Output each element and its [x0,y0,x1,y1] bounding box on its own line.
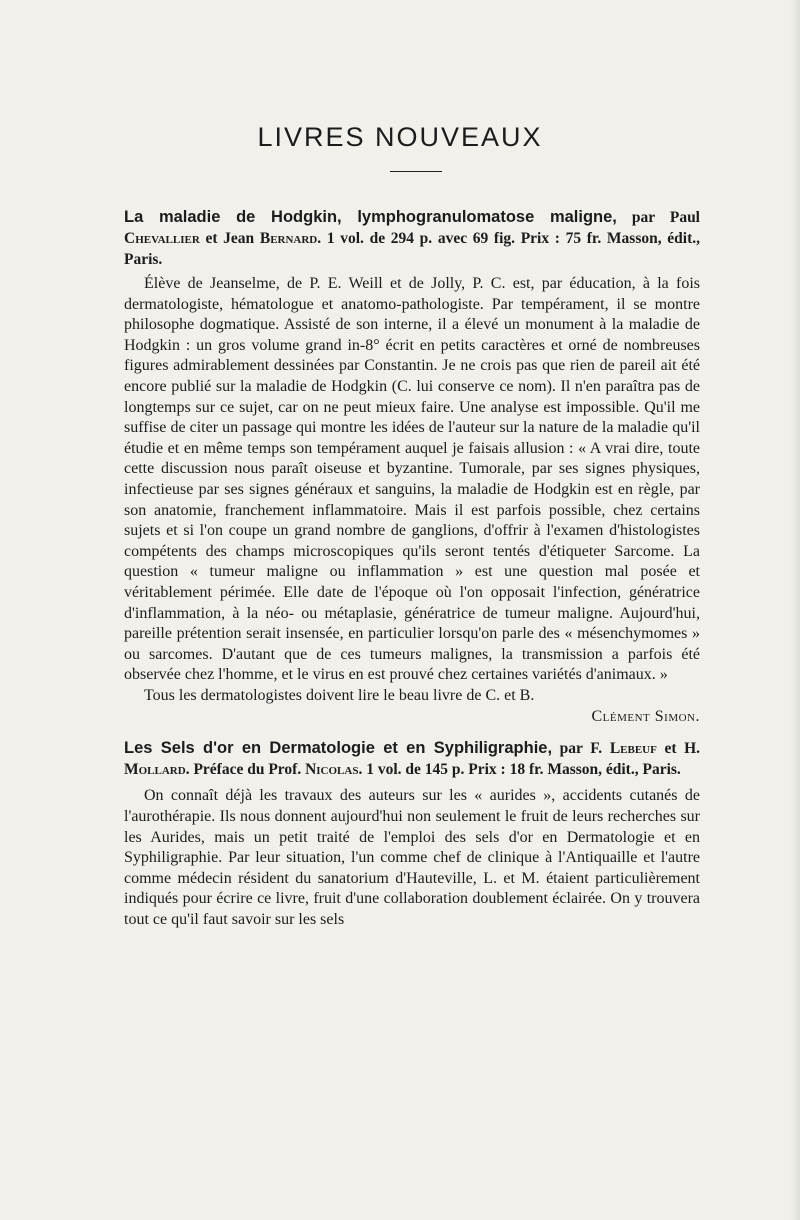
author-and: et Jean [205,230,255,247]
author-by: par Paul [631,209,700,226]
reviewer-signature: Clément Simon. [591,708,700,726]
preface-author: Nicolas. [305,761,363,779]
review-hodgkin [124,207,700,728]
review-paragraph: Élève de Jeanselme, de P. E. Weill et de Jolly, P. C. est, par éducation, à la fois dermatologiste, hématologue et anatomo-pathologiste. Par tempérament, il se montre philosophe dogmatique. Assisté de son interne, il a élevé un monument à la maladie de Hodgkin : un gros volume grand in-8° écrit en petits caractères et orné de nombreuses figures admirablement dessinées par Constantin. Je ne crois pas que rien de pareil ait été encore publié sur la maladie de Hodgkin (C. lui conserve ce nom). Il n'en paraîtra pas de longtemps sur ce sujet, car on ne peut mieux faire. Une analyse est impossible. Qu'il me suffise de citer un passage qui montre les idées de l'auteur sur la nature de la maladie qu'il étudie et en même temps son tempérament auquel je faisais allusion : « A vrai dire, toute cette discussion nous paraît oiseuse et byzantine. Tumorale, par ses signes physiques, infectieuse par ses signes généraux et sanguins, la maladie de Hodgkin est en règle, par son anatomie, franchement inflammatoire. Mais il est parfois possible, chez certains sujets et si l'on coupe un grand nombre de ganglions, d'offrir à l'examen d'histologistes compétents des champs microscopiques qu'ils seront tentés d'étiqueter Sarcome. La question « tumeur maligne ou inflammation » est une question mal posée et véritablement périmée. Elle date de l'époque où l'on opposait l'infection, génératrice d'inflammation, à la néo- ou métaplasie, génératrice de tumeur maligne. Aujourd'hui, pareille prétention serait insensée, en particulier lorsqu'on parle des « mésenchymomes » ou sarcomes. D'autant que de ces tumeurs malignes, la transmission a parfois été observée chez l'homme, et le virus en est prouvé chez certaines variétés d'animaux. » [124,275,700,684]
review-heading [124,207,700,270]
author-and: et H. [664,740,701,758]
page-title: LIVRES NOUVEAUX [257,122,543,152]
preface-label: Préface du Prof. [193,761,302,779]
review-sels-dor [124,738,700,930]
book-title: La maladie de Hodgkin, lymphogranulomatose maligne, [124,208,617,226]
reviews-column [124,207,700,931]
author-by: par F. [559,740,603,758]
author-name: Chevallier [124,230,200,247]
author-name: Lebeuf [609,740,657,758]
book-details: 1 vol. de 294 p. avec 69 fig. Prix : 75 fr. Masson, édit., Paris. [124,230,701,268]
author-name: Bernard. [259,230,322,247]
review-paragraph: On connaît déjà les travaux des auteurs sur les « aurides », accidents cutanés de l'aurothérapie. Ils nous donnent aujourd'hui non seulement le fruit de leurs recherches sur les Aurides, mais un petit traité de l'emploi des sels d'or en Dermatologie et en Syphiligraphie. Par leur situation, l'un comme chef de clinique à l'Antiquaille et l'autre comme médecin résident du sanatorium d'Hauteville, L. et M. étaient particulièrement indiqués pour écrire ce livre, fruit d'une collaboration doublement éclairée. On y trouvera tout ce qu'il faut savoir sur les sels [124,787,700,929]
book-title: Les Sels d'or en Dermatologie et en Syphiligraphie, [124,739,553,758]
author-name: Mollard. [124,761,190,779]
review-paragraph: Tous les dermatologistes doivent lire le beau livre de C. et B. [144,686,535,704]
title-rule [390,171,442,172]
page-edge-shadow [790,0,800,1220]
book-details: 1 vol. de 145 p. Prix : 18 fr. Masson, édit., Paris. [366,761,681,779]
review-heading [124,738,700,780]
